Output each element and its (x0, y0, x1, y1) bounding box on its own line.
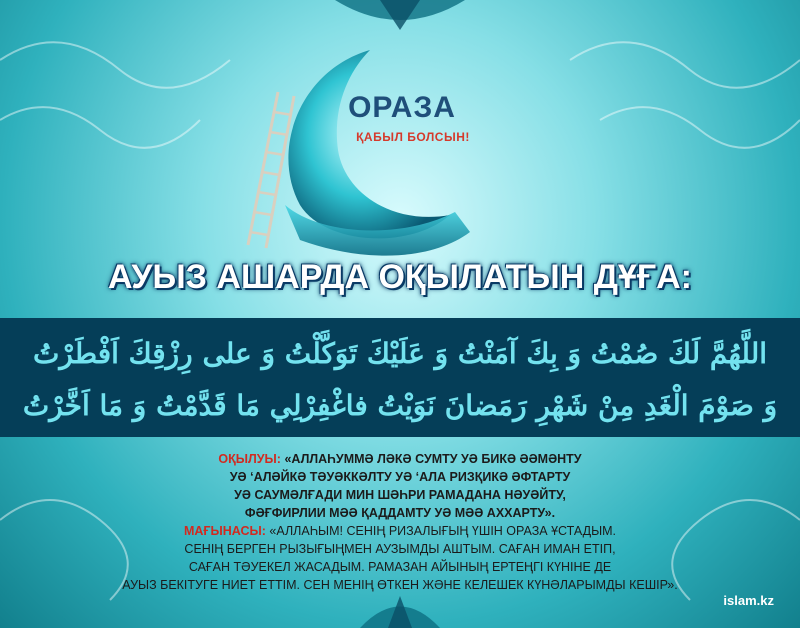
reading-text-1: «АЛЛАҺУММӘ ЛӘКӘ СУМТУ УӘ БИКӘ ӘӘМӘНТУ (284, 452, 582, 466)
meaning-text-3: САҒАН ТӘУЕКЕЛ ЖАСАДЫМ. РАМАЗАН АЙЫНЫҢ ЕРТЕҢГІ КҮНІНЕ ДЕ (188, 560, 612, 574)
reading-text-3: УӘ САУМӘЛҒАДИ МИН ШӘҺРИ РАМАДАНА НӘУӘЙТУ, (234, 488, 566, 502)
arabic-line-2: وَ صَوْمَ الْغَدِ مِنْ شَهْرِ رَمَضانَ نَوَيْتُ فاغْفِرْلِي مَا قَدَّمْتُ وَ مَا اَخَّرْتُ (22, 389, 778, 422)
title-block (322, 92, 482, 144)
meaning-text-2: СЕНІҢ БЕРГЕН РЫЗЫҒЫҢМЕН АУЗЫМДЫ АШТЫМ. САҒАН ИМАН ЕТІП, (184, 542, 616, 556)
meaning-text-1: «АЛЛАҺЫМ! СЕНІҢ РИЗАЛЫҒЫҢ ҮШІН ОРАЗА ҰСТАДЫМ. (269, 524, 617, 538)
arabic-line-1: اللَّهُمَّ لَكَ صُمْتُ وَ بِكَ آمَنْتُ وَ عَلَيْكَ تَوَكَّلْتُ وَ على رِزْقِكَ اَفْطَرْتُ (32, 337, 767, 370)
meaning-text-4: АУЫЗ БЕКІТУГЕ НИЕТ ЕТТІМ. СЕН МЕНІҢ ӨТКЕН ЖӘНЕ КЕЛЕШЕК КҮНӘЛАРЫМДЫ КЕШІР». (122, 578, 678, 592)
meaning-label: МАҒЫНАСЫ: (183, 524, 266, 538)
meaning-line-1 (0, 522, 800, 540)
reading-text-2: УӘ ‘АЛӘЙКӘ ТӘУӘККӘЛТУ УӘ ‘АЛА РИЗҚИКӘ ӘФТАРТУ (229, 470, 571, 484)
reading-text-4: ФӘҒФИРЛИИ МӘӘ ҚАДДАМТУ УӘ МӘӘ АХХАРТУ». (244, 506, 556, 520)
reading-label: ОҚЫЛУЫ: (218, 452, 281, 466)
reading-line-1 (0, 451, 800, 469)
dua-heading: АУЫЗ АШАРДА ОҚЫЛАТЫН ДҰҒА: (107, 258, 692, 296)
page-title: ОРАЗА (348, 91, 456, 124)
page-subtitle: ҚАБЫЛ БОЛСЫН! (356, 130, 470, 144)
site-logo: islam.kz (723, 593, 774, 608)
